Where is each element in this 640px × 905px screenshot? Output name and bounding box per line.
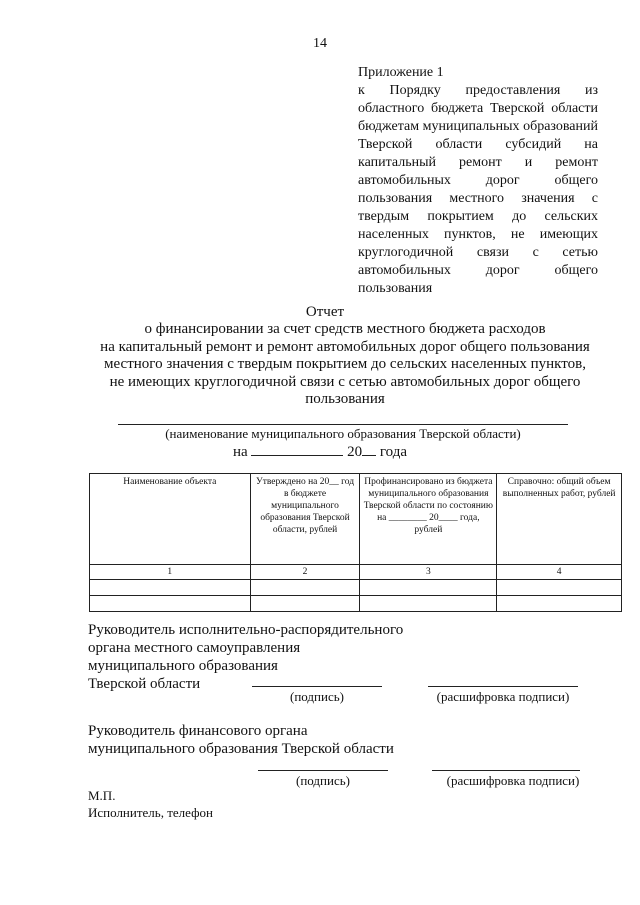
table-cell[interactable] — [497, 596, 622, 612]
table-cell[interactable] — [90, 596, 251, 612]
signature-line — [258, 770, 388, 771]
table-header-cell: Утверждено на 20__ год в бюджете муниципального образования Тверской области, рублей — [250, 474, 360, 565]
period-suffix: года — [379, 444, 408, 460]
report-subtitle-line: о финансировании за счет средств местного бюджета расходов — [144, 321, 546, 337]
signature-role-line: Руководитель исполнительно-распорядительного — [88, 622, 404, 638]
column-number: 3 — [360, 565, 497, 580]
signature-role-line: органа местного самоуправления — [88, 640, 301, 656]
table-header-row — [90, 474, 622, 565]
table-cell[interactable] — [360, 596, 497, 612]
table-cell[interactable] — [360, 580, 497, 596]
signature-role-line: муниципального образования Тверской области — [88, 741, 394, 757]
report-subtitle — [80, 321, 610, 409]
report-period — [0, 442, 640, 461]
appendix-title: Приложение 1 — [358, 65, 444, 80]
column-number: 4 — [497, 565, 622, 580]
table-header-cell: Справочно: общий объем выполненных работ, рублей — [497, 474, 622, 565]
column-number: 1 — [90, 565, 251, 580]
decoding-line — [428, 686, 578, 687]
period-year: 20 — [347, 444, 363, 460]
signature-role-line: Руководитель финансового органа — [88, 723, 308, 739]
municipality-name-line — [118, 424, 568, 425]
report-subtitle-line: на капитальный ремонт и ремонт автомобильных дорог общего пользования — [100, 338, 590, 355]
signature-caption: (подпись) — [296, 773, 350, 788]
table-cell[interactable] — [250, 596, 360, 612]
period-prefix: на — [232, 444, 248, 460]
decoding-line — [432, 770, 580, 771]
table-row — [90, 596, 622, 612]
report-table — [89, 473, 622, 612]
report-subtitle-line: местного значения с твердым покрытием до сельских населенных пунктов, — [104, 356, 586, 372]
appendix-block — [358, 64, 598, 298]
page-number: 14 — [313, 36, 327, 51]
signature-caption: (подпись) — [290, 689, 344, 704]
column-number: 2 — [250, 565, 360, 580]
head-finance-signature-block — [88, 722, 428, 758]
table-row — [90, 580, 622, 596]
period-date-blank — [251, 442, 343, 456]
appendix-text: к Порядку предоставления из областного бюджета Тверской области бюджетам муниципальных образований Тверской области субсидий на капитальный ремонт и ремонт автомобильных дорог общего пользования местного значения с твердым покрытием до сельских населенных пунктов, не имеющих круглогодичной связи с сетью автомобильных дорог общего пользования — [358, 83, 598, 296]
table-number-row — [90, 565, 622, 580]
table-cell[interactable] — [90, 580, 251, 596]
report-subtitle-line: не имеющих круглогодичной связи с сетью автомобильных дорог общего — [109, 373, 581, 390]
signature-role-line: муниципального образования — [88, 658, 278, 674]
decoding-caption: (расшифровка подписи) — [446, 773, 580, 788]
report-title: Отчет — [305, 304, 345, 320]
stamp-label: М.П. — [88, 788, 116, 803]
head-executive-signature-block — [88, 621, 418, 693]
report-subtitle-line: пользования — [305, 391, 385, 407]
decoding-caption: (расшифровка подписи) — [436, 689, 570, 704]
signature-line — [252, 686, 382, 687]
executor-phone-label: Исполнитель, телефон — [88, 805, 213, 820]
table-header-cell: Профинансировано из бюджета муниципального образования Тверской области по состоянию на ________ 20____ года, рублей — [360, 474, 497, 565]
table-header-cell: Наименование объекта — [90, 474, 251, 565]
period-year-blank — [362, 442, 376, 456]
table-cell[interactable] — [497, 580, 622, 596]
table-cell[interactable] — [250, 580, 360, 596]
signature-role-line: Тверской области — [88, 676, 201, 692]
municipality-caption: (наименование муниципального образования Тверской области) — [165, 426, 521, 441]
